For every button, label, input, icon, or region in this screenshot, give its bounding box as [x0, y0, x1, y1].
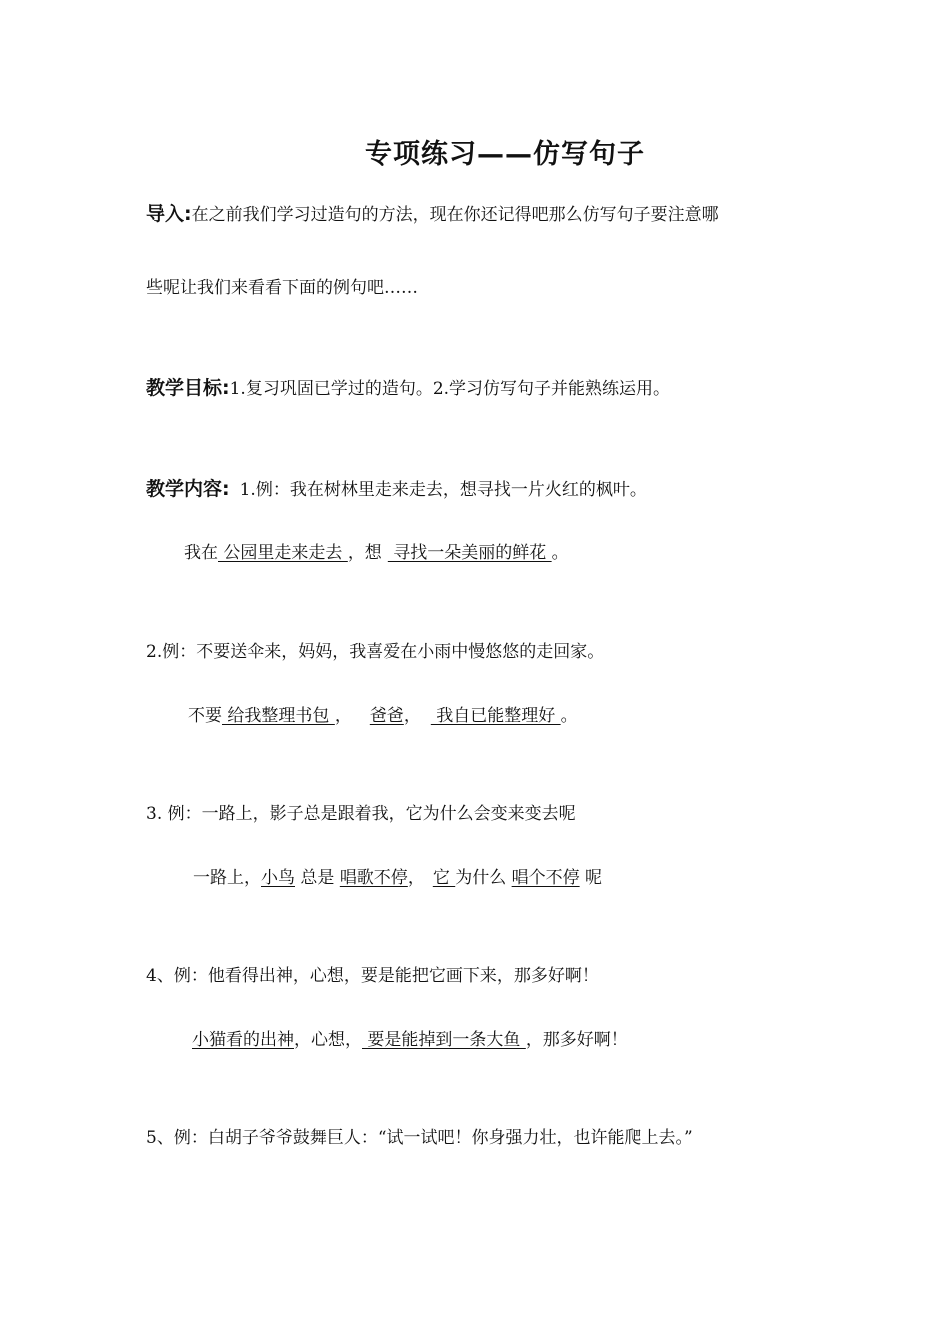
answer-3-text: 一路上，	[193, 868, 261, 888]
intro-text-1: 在之前我们学习过造句的方法，现在你还记得吧那么仿写句子要注意哪	[191, 205, 719, 225]
answer-4	[192, 1028, 628, 1052]
answer-1	[184, 541, 569, 565]
example-5: 5、例：白胡子爷爷鼓舞巨人：“试一试吧！你身强力壮，也许能爬上去。”	[146, 1128, 693, 1148]
answer-3-text: 为什么	[455, 868, 512, 888]
example-2: 2.例：不要送伞来，妈妈，我喜爱在小雨中慢悠悠的走回家。	[146, 642, 605, 662]
answer-3-text: 呢	[579, 868, 603, 888]
example-1: 1.例：我在树林里走来走去，想寻找一片火红的枫叶。	[239, 480, 647, 500]
answer-1-text: ，想	[347, 543, 382, 563]
answer-4-text: ，心想，	[294, 1030, 362, 1050]
answer-2-blank-2: 爸爸	[369, 706, 404, 726]
answer-3-blank-1: 小鸟	[261, 868, 295, 888]
answer-1-text: 。	[551, 543, 569, 563]
answer-3-blank-2: 唱歌不停	[339, 868, 408, 888]
example-4: 4、例：他看得出神，心想，要是能把它画下来，那多好啊！	[146, 966, 599, 986]
answer-2-text: 。	[560, 706, 578, 726]
answer-4-blank-1: 小猫看的出神	[192, 1030, 294, 1050]
content-label: 教学内容:	[146, 478, 230, 500]
example-3: 3. 例：一路上，影子总是跟着我，它为什么会变来变去呢	[146, 804, 576, 824]
intro-paragraph-line-2: 些呢让我们来看看下面的例句吧……	[146, 278, 418, 298]
answer-1-blank-2: 寻找一朵美丽的鲜花	[387, 543, 552, 563]
answer-2-text: 不要	[188, 706, 222, 726]
intro-paragraph-line-1	[146, 202, 719, 227]
answer-3-text: 总是	[295, 868, 340, 888]
answer-3	[193, 866, 602, 890]
intro-label: 导入:	[146, 203, 192, 225]
answer-2-blank-3: 我自已能整理好	[430, 706, 561, 726]
answer-2	[188, 704, 578, 728]
content-paragraph	[146, 477, 647, 502]
objectives-label: 教学目标:	[146, 377, 230, 399]
page-title: 专项练习——仿写句子	[365, 139, 645, 170]
objectives-text: 1.复习巩固已学过的造句。2.学习仿写句子并能熟练运用。	[229, 379, 671, 399]
answer-2-blank-1: 给我整理书包	[222, 706, 335, 726]
answer-3-text: ，	[407, 868, 425, 888]
answer-3-blank-3: 它	[432, 868, 456, 888]
answer-1-text: 我在	[184, 543, 218, 563]
answer-4-text: ，那多好啊！	[525, 1030, 628, 1050]
answer-1-blank-1: 公园里走来走去	[218, 543, 348, 563]
answer-3-blank-4: 唱个不停	[511, 868, 580, 888]
answer-2-text: ，	[403, 706, 421, 726]
answer-4-blank-2: 要是能掉到一条大鱼	[362, 1030, 526, 1050]
objectives-paragraph	[146, 376, 670, 401]
answer-2-text: ，	[334, 706, 352, 726]
